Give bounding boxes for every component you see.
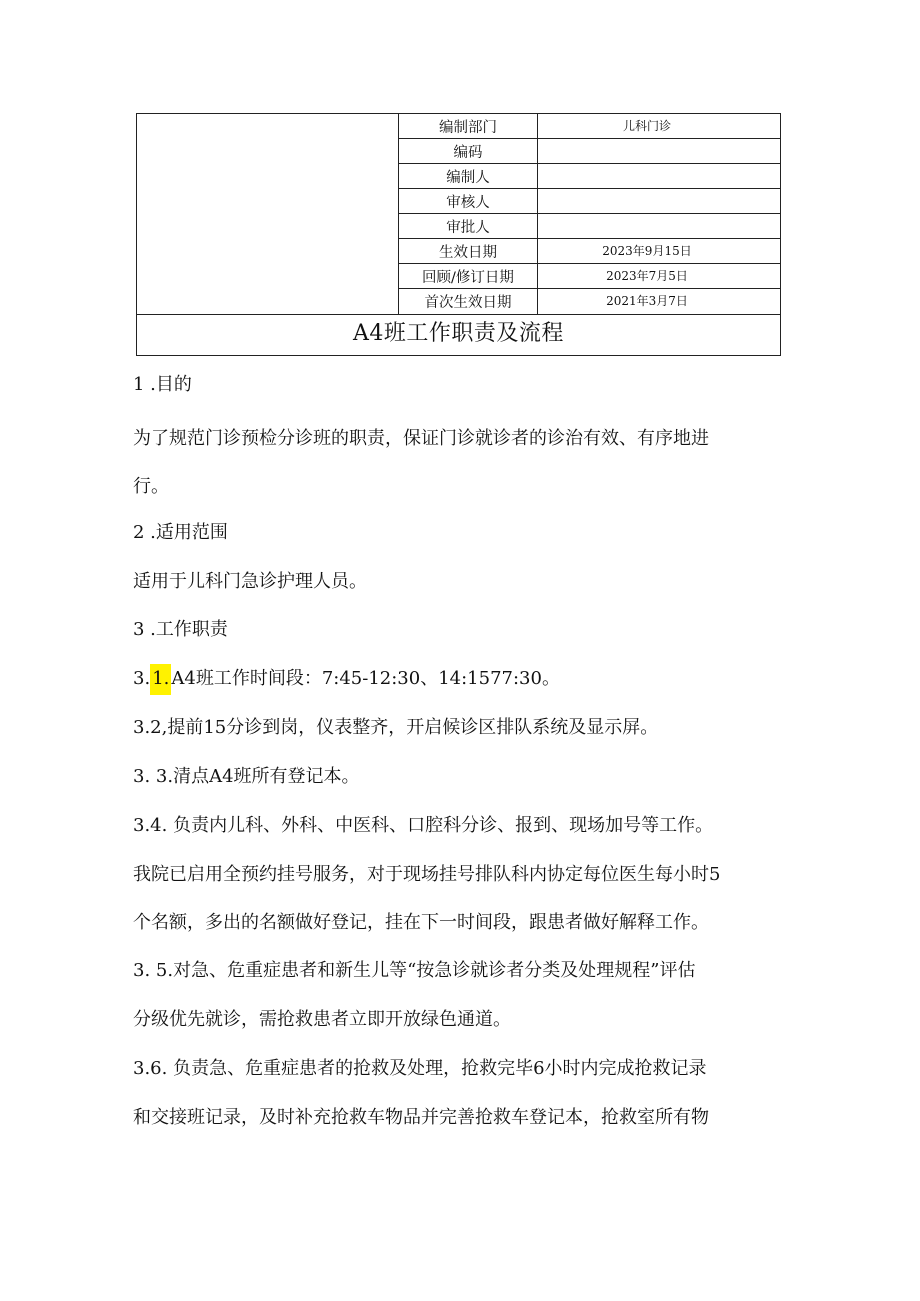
item-3-4-line-1: 3.4. 负责内儿科、外科、中医科、口腔科分诊、报到、现场加号等工作。 xyxy=(133,815,714,836)
highlighted-number: 1. xyxy=(150,664,171,695)
item-3-4-line-2: 我院已启用全预约挂号服务，对于现场挂号排队科内协定每位医生每小时5 xyxy=(133,864,721,885)
effective-date-label: 生效日期 xyxy=(399,239,538,263)
document-control-table xyxy=(136,113,781,356)
revision-date-label: 回顾/修订日期 xyxy=(399,264,538,288)
section-1-heading: 1 .目的 xyxy=(133,374,192,395)
item-3-2: 3.2,提前15分诊到岗，仪表整齐，开启候诊区排队系统及显示屏。 xyxy=(133,717,659,738)
section-2-heading: 2 .适用范围 xyxy=(133,522,228,543)
first-effective-date-label: 首次生效日期 xyxy=(399,289,538,314)
item-3-1-prefix: 3. xyxy=(133,668,151,689)
code-label: 编码 xyxy=(399,139,538,163)
section-3-heading: 3 .工作职责 xyxy=(133,619,228,640)
item-3-1 xyxy=(133,664,560,694)
row-reviewer xyxy=(399,189,780,214)
item-3-6-line-2: 和交接班记录，及时补充抢救车物品并完善抢救车登记本，抢救室所有物 xyxy=(133,1107,709,1128)
effective-date-value: 2023年9月15日 xyxy=(602,244,692,258)
row-first-effective-date xyxy=(399,289,780,314)
document-title: A4班工作职责及流程 xyxy=(137,314,780,355)
row-department xyxy=(399,114,780,139)
approver-value xyxy=(538,214,780,238)
code-value xyxy=(538,139,780,163)
row-effective-date xyxy=(399,239,780,264)
row-approver xyxy=(399,214,780,239)
row-author xyxy=(399,164,780,189)
section-2-text: 适用于儿科门急诊护理人员。 xyxy=(133,571,367,592)
approver-label: 审批人 xyxy=(399,214,538,238)
section-1-text-line-1: 为了规范门诊预检分诊班的职责，保证门诊就诊者的诊治有效、有序地进 xyxy=(133,428,709,449)
item-3-5-line-1: 3. 5.对急、危重症患者和新生儿等“按急诊就诊者分类及处理规程”评估 xyxy=(133,960,696,981)
revision-date-value: 2023年7月5日 xyxy=(606,269,688,283)
department-label: 编制部门 xyxy=(399,114,538,138)
item-3-3: 3. 3.清点A4班所有登记本。 xyxy=(133,766,360,787)
section-1-text-line-2: 行。 xyxy=(133,476,169,497)
author-label: 编制人 xyxy=(399,164,538,188)
department-value: 儿科门诊 xyxy=(622,119,671,133)
row-code xyxy=(399,139,780,164)
author-value xyxy=(538,164,780,188)
item-3-5-line-2: 分级优先就诊，需抢救患者立即开放绿色通道。 xyxy=(133,1009,511,1030)
metadata-rows xyxy=(399,114,780,314)
first-effective-date-value: 2021年3月7日 xyxy=(606,294,688,308)
reviewer-value xyxy=(538,189,780,213)
item-3-4-line-3: 个名额，多出的名额做好登记，挂在下一时间段，跟患者做好解释工作。 xyxy=(133,912,709,933)
item-3-6-line-1: 3.6. 负责急、危重症患者的抢救及处理，抢救完毕6小时内完成抢救记录 xyxy=(133,1058,707,1079)
row-revision-date xyxy=(399,264,780,289)
item-3-1-text: A4班工作时间段：7:45-12:30、14:1577:30。 xyxy=(171,668,560,689)
logo-cell xyxy=(137,114,399,314)
reviewer-label: 审核人 xyxy=(399,189,538,213)
